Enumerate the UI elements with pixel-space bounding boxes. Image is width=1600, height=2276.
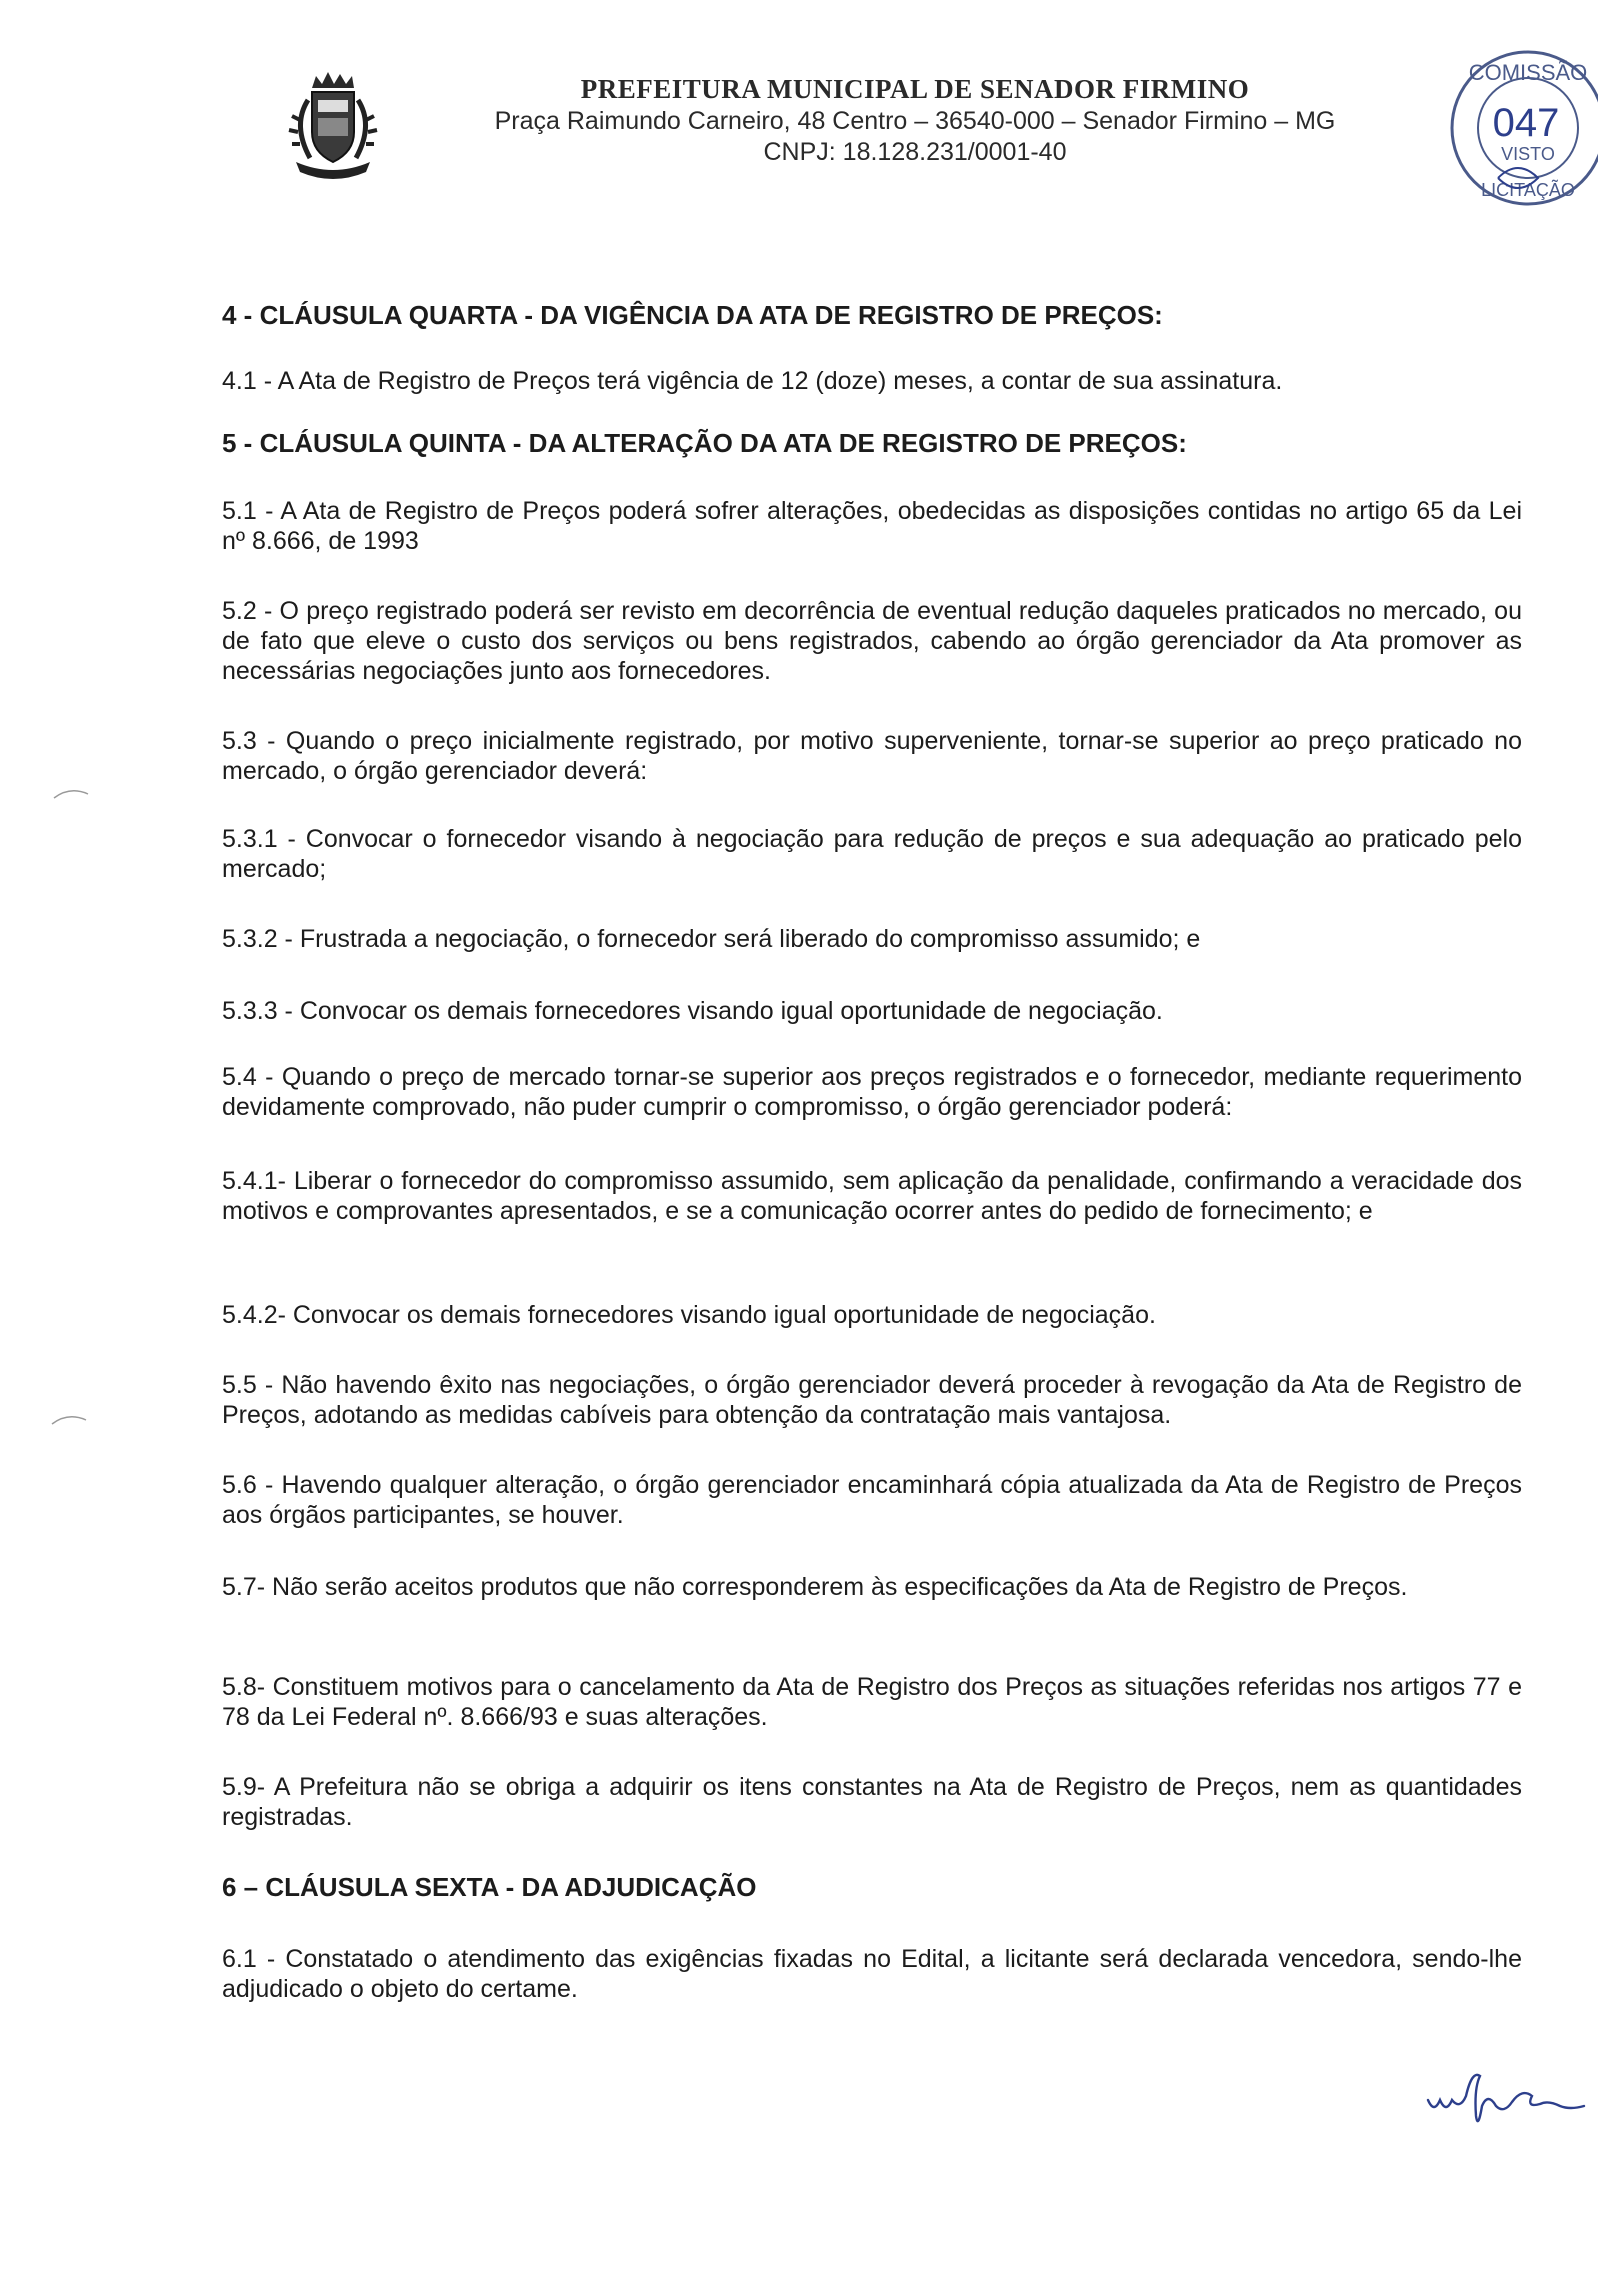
clause-5-3-2: 5.3.2 - Frustrada a negociação, o fornecedor será liberado do compromisso assumido; e — [222, 925, 1201, 953]
commission-stamp-icon — [1428, 28, 1598, 228]
clause-5-4: 5.4 - Quando o preço de mercado tornar-se superior aos preços registrados e o fornecedor, mediante requerimento devidamente comprovado, não puder cumprir o compromisso, o órgão gerenciador poderá: — [222, 1063, 1522, 1121]
clause-5-1: 5.1 - A Ata de Registro de Preços poderá sofrer alterações, obedecidas as disposições contidas no artigo 65 da Lei nº 8.666, de 1993 — [222, 497, 1522, 555]
letterhead-text — [420, 74, 1410, 167]
org-cnpj: CNPJ: 18.128.231/0001-40 — [763, 138, 1067, 166]
clause-5-3-3: 5.3.3 - Convocar os demais fornecedores visando igual oportunidade de negociação. — [222, 997, 1163, 1025]
org-address: Praça Raimundo Carneiro, 48 Centro – 36540-000 – Senador Firmino – MG — [494, 107, 1336, 135]
clause-4-1: 4.1 - A Ata de Registro de Preços terá vigência de 12 (doze) meses, a contar de sua assinatura. — [222, 367, 1283, 395]
clause-5-2: 5.2 - O preço registrado poderá ser revisto em decorrência de eventual redução daqueles praticados no mercado, ou de fato que eleve o custo dos serviços ou bens registrados, cabendo ao órgão gerenciador da Ata promover as necessárias negociações junto aos fornecedores. — [222, 597, 1522, 685]
stamp-number: 047 — [1492, 101, 1560, 145]
clause-5-4-1: 5.4.1- Liberar o fornecedor do compromisso assumido, sem aplicação da penalidade, confirmando a veracidade dos motivos e comprovantes apresentados, e se a comunicação ocorrer antes do pedido de fornecimento; e — [222, 1167, 1522, 1225]
margin-mark-icon — [52, 784, 92, 804]
clause-5-6: 5.6 - Havendo qualquer alteração, o órgão gerenciador encaminhará cópia atualizada da Ata de Registro de Preços aos órgãos participantes, se houver. — [222, 1471, 1522, 1529]
clause-5-3: 5.3 - Quando o preço inicialmente registrado, por motivo superveniente, tornar-se superior ao preço praticado no mercado, o órgão gerenciador deverá: — [222, 727, 1522, 785]
stamp-top-text: COMISSÃO — [1468, 60, 1588, 85]
clause-5-5: 5.5 - Não havendo êxito nas negociações, o órgão gerenciador deverá proceder à revogação da Ata de Registro de Preços, adotando as medidas cabíveis para obtenção da contratação mais vantajosa. — [222, 1371, 1522, 1429]
handwritten-signature-icon — [1420, 2060, 1600, 2140]
section-6-title: 6 – CLÁUSULA SEXTA - DA ADJUDICAÇÃO — [222, 1872, 757, 1902]
section-5-title: 5 - CLÁUSULA QUINTA - DA ALTERAÇÃO DA ATA DE REGISTRO DE PREÇOS: — [222, 428, 1187, 458]
municipal-crest-icon — [282, 70, 382, 180]
org-name: PREFEITURA MUNICIPAL DE SENADOR FIRMINO — [580, 74, 1250, 104]
clause-5-3-1: 5.3.1 - Convocar o fornecedor visando à negociação para redução de preços e sua adequação ao praticado pelo mercado; — [222, 825, 1522, 883]
stamp-bottom-text: LICITAÇÃO — [1481, 180, 1575, 200]
clause-5-8: 5.8- Constituem motivos para o cancelamento da Ata de Registro dos Preços as situações referidas nos artigos 77 e 78 da Lei Federal nº. 8.666/93 e suas alterações. — [222, 1673, 1522, 1731]
stamp-visto: VISTO — [1501, 144, 1555, 164]
clause-5-9: 5.9- A Prefeitura não se obriga a adquirir os itens constantes na Ata de Registro de Preços, nem as quantidades registradas. — [222, 1773, 1522, 1831]
clause-5-4-2: 5.4.2- Convocar os demais fornecedores visando igual oportunidade de negociação. — [222, 1301, 1156, 1329]
letterhead — [270, 70, 1430, 180]
section-4-title: 4 - CLÁUSULA QUARTA - DA VIGÊNCIA DA ATA DE REGISTRO DE PREÇOS: — [222, 300, 1163, 330]
clause-6-1: 6.1 - Constatado o atendimento das exigências fixadas no Edital, a licitante será declarada vencedora, sendo-lhe adjudicado o objeto do certame. — [222, 1945, 1522, 2003]
clause-5-7: 5.7- Não serão aceitos produtos que não corresponderem às especificações da Ata de Registro de Preços. — [222, 1573, 1408, 1601]
margin-mark-icon — [50, 1410, 90, 1430]
